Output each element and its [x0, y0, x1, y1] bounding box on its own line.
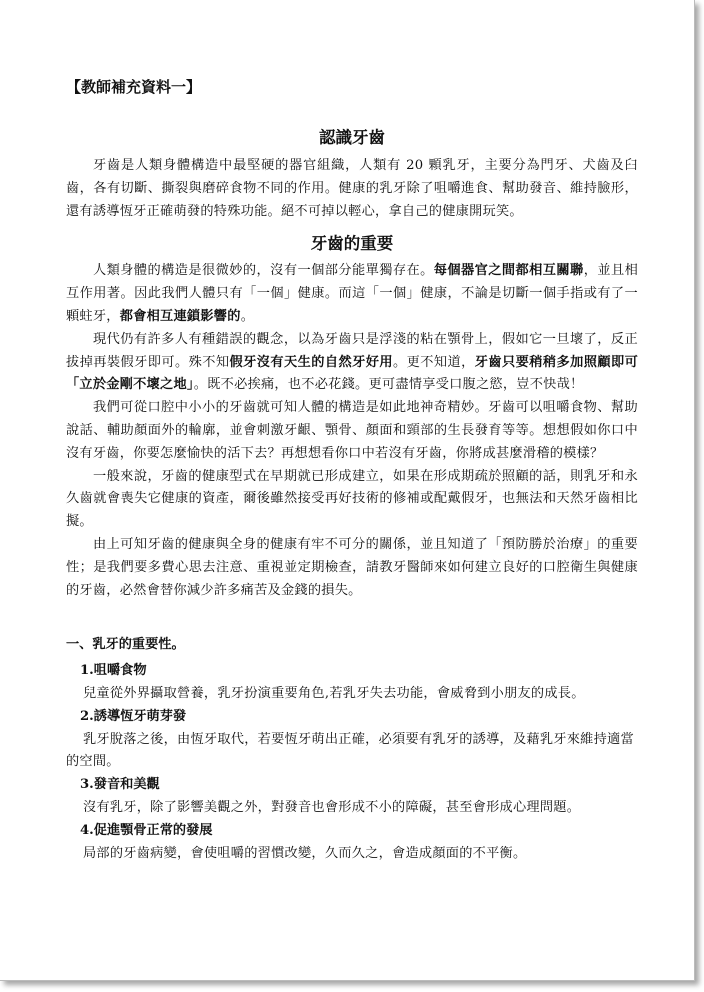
paragraph-4: 一般來說，牙齒的健康型式在早期就已形成建立，如果在形成期疏於照顧的話，則乳牙和永久齒就會喪失它健康的資產，爾後雖然接受再好技術的修補或配戴假牙，也無法和天然牙齒相比擬。 — [66, 468, 638, 530]
p2-bold-d: 牙齒只要稍稍多加照顧即可「立於金剛不壞之地」 — [66, 354, 639, 393]
paragraph-1 — [66, 260, 638, 328]
page-title: 認識牙齒 — [319, 128, 385, 147]
paragraph-5: 由上可知牙齒的健康與全身的健康有牢不可分的關係，並且知道了「預防勝於治療」的重要性；是我們要多費心思去注意、重視並定期檢查，請教牙醫師來如何建立良好的口腔衛生與健康的牙齒，必然會替你減少許多痛苦及金錢的損失。 — [66, 536, 638, 598]
page-content — [66, 76, 638, 865]
intro-paragraph: 牙齒是人類身體構造中最堅硬的器官組織，人類有 20 顆乳牙，主要分為門牙、犬齒及臼齒，各有切斷、撕裂與磨碎食物不同的作用。健康的乳牙除了咀嚼進食、幫助發音、維持臉形，還有誘導恆牙正確萌發的特殊功能。絕不可掉以輕心，拿自己的健康開玩笑。 — [66, 158, 638, 219]
list-item-text: 兒童從外界攝取營養，乳牙扮演重要角色,若乳牙失去功能，會威脅到小朋友的成長。 — [83, 685, 585, 701]
p1-text-a: 人類身體的構造是很微妙的，沒有一個部分能單獨存在。 — [93, 263, 434, 279]
section-title: 牙齒的重要 — [310, 234, 394, 254]
list-item — [66, 706, 638, 774]
list-item — [80, 660, 638, 706]
list-title: 一、乳牙的重要性。 — [66, 637, 185, 653]
p2-text-a: 現代仍有許多人有種錯誤的觀念，以為牙齒只是浮淺的粘在顎骨上，假如它一旦壞了，反正拔掉再裝假牙即可。殊不知 — [66, 331, 638, 370]
p1-bold-b: 每個器官之間都相互關聯 — [433, 263, 584, 279]
paragraph-2 — [66, 329, 638, 397]
list-item — [80, 820, 638, 866]
list-item-text: 乳牙脫落之後，由恆牙取代，若要恆牙萌出正確，必須要有乳牙的誘導，及藉乳牙來維持適當的空間。 — [66, 731, 634, 770]
list-item — [80, 774, 638, 820]
p2-text-e: 。既不必挨痛，也不必花錢。更可盡情享受口腹之慾，豈不快哉！ — [193, 377, 584, 393]
p2-text-c: 。更不知道， — [392, 354, 475, 370]
list-item-title: 2.誘導恆牙萌芽發 — [80, 708, 187, 724]
p1-bold-d: 都會相互連鎖影響的 — [119, 308, 241, 324]
list-item-text: 局部的牙齒病變，會使咀嚼的習慣改變，久而久之，會造成顏面的不平衡。 — [83, 845, 527, 861]
paragraph-3: 我們可從口腔中小小的牙齒就可知人體的構造是如此地神奇精妙。牙齒可以咀嚼食物、幫助說話、輔助顏面外的輪廓，並會刺激牙齦、顎骨、顏面和頸部的生長發育等等。想想假如你口中沒有牙齒，你要怎麼愉快的活下去？再想想看你口中若沒有牙齒，你將成甚麼滑稽的模樣？ — [66, 400, 638, 461]
list-item-title: 1.咀嚼食物 — [80, 663, 147, 679]
header-label: 【教師補充資料一】 — [66, 78, 202, 96]
list-item-text: 沒有乳牙，除了影響美觀之外，對發音也會形成不小的障礙，甚至會形成心理問題。 — [83, 799, 581, 815]
p1-text-e: 。 — [240, 308, 255, 324]
p1-text-c: ，並且相互作用著。因此我們人體只有「一個」健康。而這「一個」健康，不論是切斷一個手指或有了一顆蛀牙， — [66, 263, 639, 324]
list-item-title: 3.發音和美觀 — [80, 777, 160, 793]
list-item-title: 4.促進顎骨正常的發展 — [80, 822, 213, 838]
p2-bold-b: 假牙沒有天生的自然牙好用 — [229, 354, 393, 370]
